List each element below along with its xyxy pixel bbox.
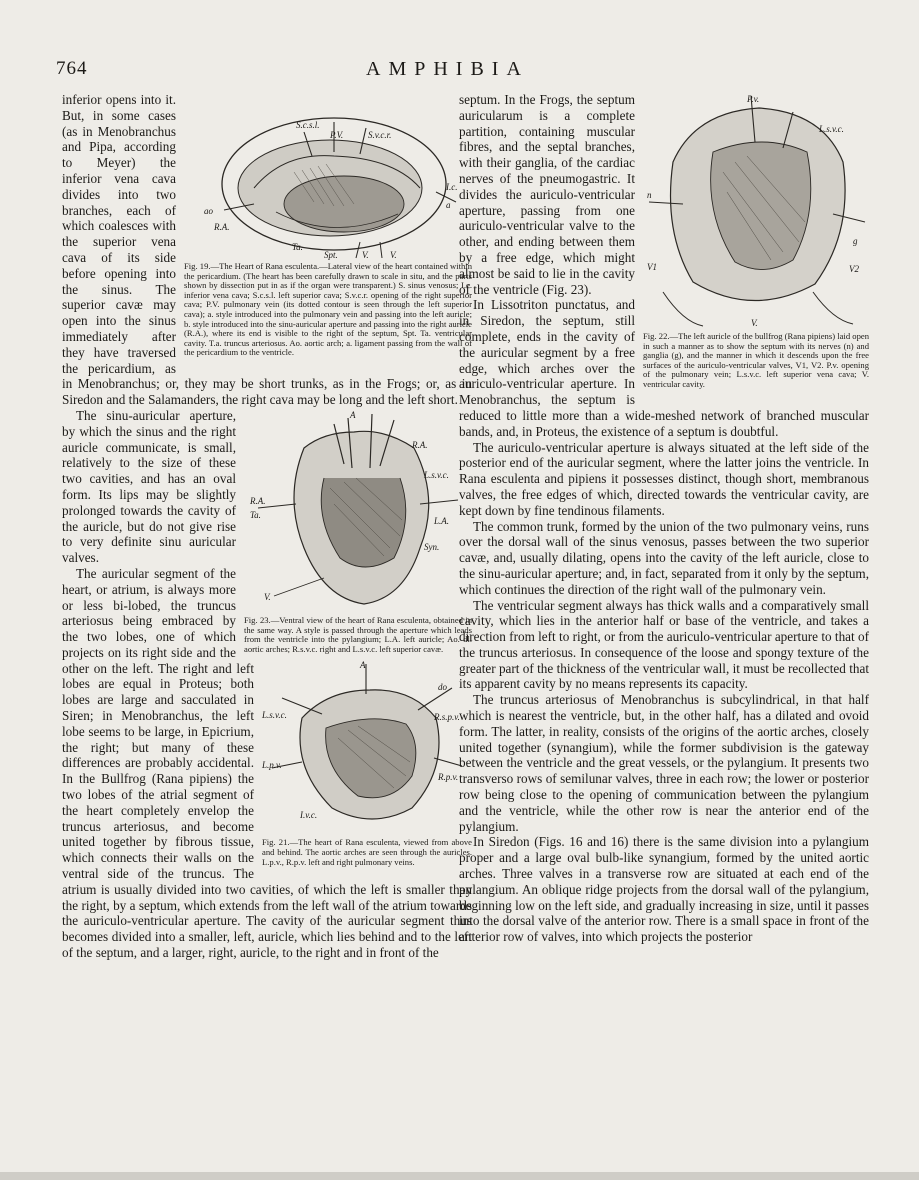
fig23-label-ra: R.A. <box>250 495 266 506</box>
left-column <box>62 92 472 961</box>
fig21-label-a: A <box>360 660 366 671</box>
fig23-label-la: L.A. <box>434 515 450 526</box>
fig19-label-v2: V. <box>390 250 397 260</box>
figure-23 <box>244 408 472 654</box>
fig23-label-ta: Ta. <box>250 509 261 520</box>
right-paragraph-4: The common trunk, formed by the union of the two pulmonary veins, runs over the dorsal wall of the sinus venosus, passes between the two superior cavæ, and, usually dilating, opens into the cavity of the left auricle, close to the sinu-auricular aperture; and, in fact, separated from it only by the septum, which continues the direction of the right wall of the pulmonary vein. <box>459 518 869 597</box>
figure-22 <box>643 92 869 390</box>
figure-22-caption: Fig. 22.—The left auricle of the bullfrog (Rana pipiens) laid open in such a manner as to show the septum with its nerves (n) and ganglia (g), and the manner in which it descends upon the free surfaces of the auriculo-ventricular valves, V1, V2. P.v. opening of the pulmonary vein; L.s.v.c. left superior vena cava; V. ventricular cavity. <box>643 331 869 389</box>
page-bottom-edge <box>0 1172 919 1180</box>
fig21-label-rpv: R.p.v. <box>438 772 459 783</box>
left-paragraph-1: inferior opens into it. But, in some cases (as in Menobranchus and Pipa, according to Meyer) the inferior vena cava divides into two branches, each of which coalesces with the superior vena cava of its side before opening into the sinus. The superior cavæ may open into the sinus immediately after they have traversed the pericardium, as in Menobranchus; or, they may be short trunks, as in the Frogs; or, as in Siredon and the Salamanders, the right cava may be long and the left short. <box>62 92 472 408</box>
fig22-label-v1: V1 <box>647 262 657 272</box>
figure-21 <box>262 658 472 867</box>
right-paragraph-6: The truncus arteriosus of Menobranchus is subcylindrical, in that half which is nearest the ventricle, but, in the other half, has a dilated and ovoid form. The latter, in reality, consists of the origins of the aortic arches, closely united together (synangium), while the former subdivision is the gateway between the ventricle and the great vessels, or the pylangium. It presents two transverso rows of semilunar valves, three in each row; the lower or posterior row being close to the opening of communication between the pylangium and the ventricle, while the other row is near the anterior end of the pylangium. <box>459 692 869 834</box>
fig21-label-do: do <box>438 682 447 693</box>
fig19-label-ra: R.A. <box>214 222 230 232</box>
figure-19 <box>184 92 472 358</box>
page-number: 764 <box>56 58 88 79</box>
left-paragraph-2: The sinu-auricular aperture, by which the sinus and the right auricle communicate, is small, relatively to the size of these two cavities, and has an oval form. Its lips may be slightly prolonged towards the cavity of the auricle, but do not give rise to very definite sinu auricular valves. <box>62 407 236 566</box>
figure-21-caption: Fig. 21.—The heart of Rana esculenta, viewed from above and behind. The aortic arches are seen through the auricles. L.p.v., R.p.v. left and right pulmonary veins. <box>262 837 472 867</box>
fig21-label-lsvc: L.s.v.c. <box>262 710 287 721</box>
right-paragraph-5: The ventricular segment always has thick walls and a comparatively small cavity, which lies in the anterior half or base of the ventricle, and takes a direction from left to right, or from the auriculo-ventricular aperture to that of the truncus arteriosus. In consequence of the loose and spongy texture of the greater part of the thickness of the ventricular wall, it must be recollected that its apparent cavity by no means represents its capacity. <box>459 597 869 692</box>
fig21-label-lpv: L.p.v. <box>262 760 282 771</box>
fig19-label-scsl: S.c.s.l. <box>296 120 320 130</box>
fig19-label-svcr: S.v.c.r. <box>368 130 392 140</box>
fig22-label-pv: P.v. <box>747 94 760 104</box>
fig21-label-rspv: R.s.p.v. <box>434 712 460 723</box>
figure-19-caption: Fig. 19.—The Heart of Rana esculenta.—Lateral view of the heart contained within the pericardium. (The heart has been carefully drawn to scale in situ, and the parts shown by dissection put in as if the organ were transparent.) S. sinus venosus; I.c. inferior vena cava; S.c.s.l. left superior cava; S.v.c.r. opening of the right superior cava; P.V. pulmonary vein (its dotted contour is seen through the left superior cava); a. style introduced into the pulmonary vein and passing into the left auricle; b. style introduced into the sinu-auricular aperture and passing into the right auricle (R.A.), where its end is visible to the right of the septum, Spt. Ta. ventricular cavity. T.a. truncus arteriosus. Ao. aortic arch; a. ligament passing from the wall of the pericardium to the ventricle. <box>184 261 472 358</box>
running-title: AMPHIBIA <box>366 58 529 80</box>
fig23-label-a: A <box>350 409 356 420</box>
fig19-label-v1: V. <box>362 250 369 260</box>
right-paragraph-3: The auriculo-ventricular aperture is always situated at the left side of the posterior end of the auricular segment, where the latter joins the ventricle. In Rana esculenta and pipiens it possesses distinct, though short, membranous valves, the free edges of which, directed towards the ventricular cavity, are kept down by fine tendinous filaments. <box>459 439 869 518</box>
right-column <box>459 92 869 945</box>
fig21-label-ivc: I.v.c. <box>300 810 318 821</box>
fig19-label-pv: P.V. <box>330 130 344 140</box>
fig22-label-v: V. <box>751 318 758 328</box>
fig22-label-n: n <box>647 190 652 200</box>
fig19-label-ic: I.c. <box>446 182 458 192</box>
figure-23-drawing <box>244 408 472 614</box>
fig23-label-lsvc: L.s.v.c. <box>424 469 449 480</box>
left-paragraph-3: The auricular segment of the heart, or atrium, is always more or less bi-lobed, the truncus arteriosus being embraced by the two lobes, one of which projects on its right side and the other on the left. The right and left lobes are equal in Proteus; both lobes are large and sacculated in Siren; in Menobranchus, the left lobe seems to be large, in Epicrium, the right; but many of these differences are probably accidental. In the Bullfrog (Rana pipiens) the two lobes of the atrial segment of the heart completely envelop the truncus arteriosus, and become united together by fibrous tissue, which connects their walls on the ventral side of the truncus. The atrium is usually divided into two cavities, of which the left is smaller than the right, by a septum, which extends from the left wall of the atrium towards the auriculo-ventricular aperture. The cavity of the auricular segment thus becomes divided into a smaller, left, auricle, which lies behind and to the left of the septum, and a larger, right, auricle, to the right and in front of the <box>62 565 472 961</box>
figure-23-caption: Fig. 23.—Ventral view of the heart of Rana esculenta, obtained in the same way. A style is passed through the aperture which leads from the ventricle into the pylangium; L.A. left auricle; Ao. dl. aortic arches; R.s.v.c. right and L.s.v.c. left superior cavæ. <box>244 614 472 654</box>
fig19-label-a: a <box>446 200 451 210</box>
fig23-label-v: V. <box>264 591 271 602</box>
fig22-label-v2: V2 <box>849 264 859 274</box>
right-paragraph-1: septum. In the Frogs, the septum auricularum is a complete partition, containing muscular fibres, and the septal branches, with their ganglia, of the cardiac nerves of the pneumogastric. It divides the auriculo-ventricular aperture, passing from one auriculo-ventricular valve to the other, and ending between them by a free edge, which might almost be said to lie in the cavity of the ventricle (Fig. 23). <box>459 92 635 297</box>
fig19-label-ao: ao <box>204 206 213 216</box>
right-paragraph-2: In Lissotriton punctatus, and in Siredon, the septum, still complete, ends in the cavity of the auricular segment by a free edge, which arches over the auriculo-ventricular aperture. In Menobranchus, the septum is reduced to little more than a wide-meshed network of branched muscular bands, and, in Proteus, the existence of a septum is doubtful. <box>459 297 869 439</box>
fig23-label-ra-top: R.A. <box>412 439 428 450</box>
fig19-label-spt: Spt. <box>324 250 338 260</box>
fig22-label-lsvc: L.s.v.c. <box>819 124 844 134</box>
fig22-label-g: g <box>853 236 858 246</box>
fig23-label-syn: Syn. <box>424 541 440 552</box>
right-paragraph-7: In Siredon (Figs. 16 and 16) there is the same division into a pylangium proper and a large oval bulb-like synangium, formed by the united aortic arches. Three valves in a transverse row are situated at each end of the pylangium. An oblique ridge projects from the dorsal wall of the pylangium, beginning low on the left side, and gradually increasing in size, until it passes into the dorsal valve of the anterior row. There is a small space in front of the anterior row of valves, into which projects the posterior <box>459 834 869 945</box>
fig19-label-ta: Ta. <box>292 242 303 252</box>
